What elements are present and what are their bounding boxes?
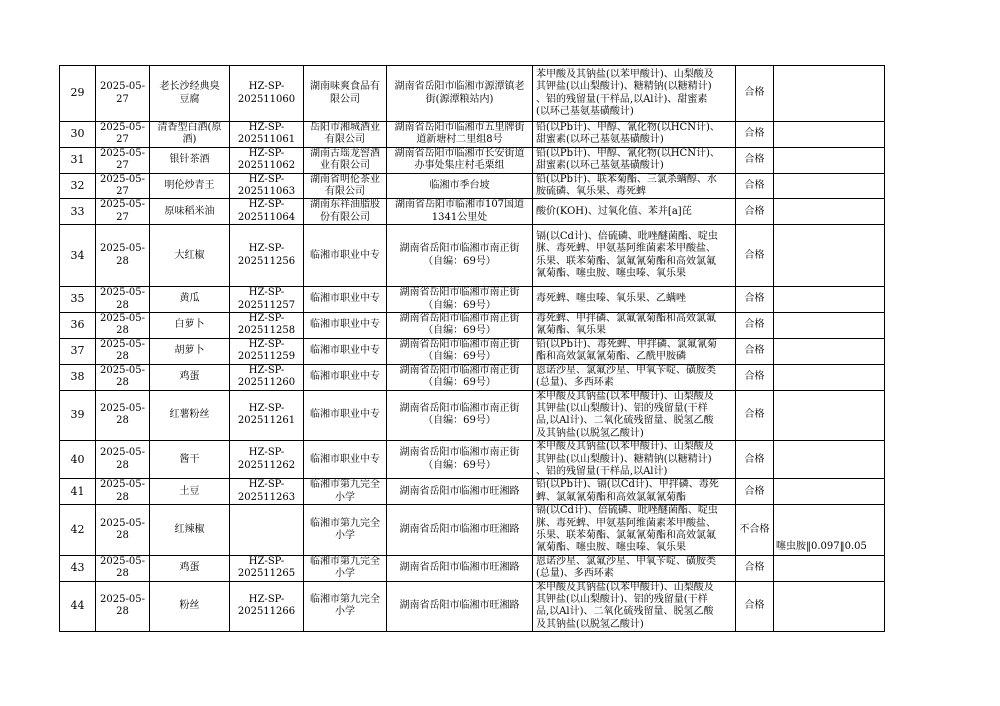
- inspection-result-cell: 合格: [736, 555, 774, 581]
- sampled-unit-cell: 临湘市第九完全 小学: [304, 555, 387, 581]
- remark-cell: [774, 581, 885, 632]
- table-row: [60, 199, 885, 225]
- sample-date-cell: 2025-05- 27: [96, 66, 150, 122]
- row-number-cell: 34: [60, 225, 96, 287]
- inspection-items-cell: 恩诺沙星、氯氟沙星、甲氧苄啶、磺胺类 (总量)、多西环素: [533, 364, 736, 390]
- sample-code-cell: HZ-SP- 202511064: [230, 199, 304, 225]
- sample-date-cell: 2025-05- 27: [96, 122, 150, 148]
- inspection-items-cell: 毒死蜱、甲拌磷、氯氟氰菊酯和高效氯氟 氰菊酯、氧乐果: [533, 313, 736, 339]
- inspection-items-cell: 苯甲酸及其钠盐(以苯甲酸计)、山梨酸及 其钾盐(以山梨酸计)、铝的残留量(干样 品,以Al计)、二氧化硫残留量、脱氢乙酸 及其钠盐(以脱氢乙酸计): [533, 581, 736, 632]
- unit-address-cell: 临湘市季台坡: [387, 173, 533, 199]
- sampled-unit-cell: 临湘市职业中专: [304, 225, 387, 287]
- table-row: [60, 66, 885, 122]
- sampled-unit-cell: 临湘市职业中专: [304, 441, 387, 479]
- sampled-unit-cell: 临湘市第九完全 小学: [304, 505, 387, 556]
- table-row: [60, 147, 885, 173]
- inspection-result-cell: 合格: [736, 66, 774, 122]
- product-name-cell: 银针茶酒: [150, 147, 230, 173]
- remark-cell: 噻虫胺‖0.097‖0.05: [774, 505, 885, 556]
- inspection-items-cell: 镉(以Cd计)、倍硫磷、吡唑醚菌酯、啶虫 脒、毒死蜱、甲氨基阿维菌素苯甲酸盐、 乐果、联苯菊酯、氯氟氰菊酯和高效氯氟 氰菊酯、噻虫胺、噻虫嗪、氧乐果: [533, 505, 736, 556]
- remark-cell: [774, 66, 885, 122]
- unit-address-cell: 湖南省岳阳市临湘市南正街 （自编：69号）: [387, 287, 533, 313]
- product-name-cell: 白萝卜: [150, 313, 230, 339]
- sample-date-cell: 2025-05- 28: [96, 364, 150, 390]
- inspection-items-cell: 苯甲酸及其钠盐(以苯甲酸计)、山梨酸及 其钾盐(以山梨酸计)、糖精钠(以糖精计) 、铝的残留量(干样品,以Al计): [533, 441, 736, 479]
- remark-cell: [774, 147, 885, 173]
- inspection-items-cell: 铅(以Pb计)、联苯菊酯、三氯杀螨醇、水 胺硫磷、氧乐果、毒死蜱: [533, 173, 736, 199]
- row-number-cell: 43: [60, 555, 96, 581]
- table-row: [60, 581, 885, 632]
- unit-address-cell: 湖南省岳阳市临湘市旺湘路: [387, 479, 533, 505]
- inspection-items-cell: 苯甲酸及其钠盐(以苯甲酸计)、山梨酸及 其钾盐(以山梨酸计)、铝的残留量(干样 品,以Al计)、二氧化硫残留量、脱氢乙酸 及其钠盐(以脱氢乙酸计): [533, 390, 736, 441]
- row-number-cell: 31: [60, 147, 96, 173]
- table-row: [60, 173, 885, 199]
- row-number-cell: 35: [60, 287, 96, 313]
- table-row: [60, 441, 885, 479]
- sampled-unit-cell: 湖南古瑶龙窖酒 业有限公司: [304, 147, 387, 173]
- product-name-cell: 鸡蛋: [150, 555, 230, 581]
- inspection-items-cell: 酸价(KOH)、过氧化值、苯并[a]芘: [533, 199, 736, 225]
- unit-address-cell: 湖南省岳阳市临湘市南正街 （自编：69号）: [387, 441, 533, 479]
- sample-date-cell: 2025-05- 28: [96, 225, 150, 287]
- product-name-cell: 红辣椒: [150, 505, 230, 556]
- row-number-cell: 30: [60, 122, 96, 148]
- unit-address-cell: 湖南省岳阳市临湘市107国道 1341公里处: [387, 199, 533, 225]
- unit-address-cell: 湖南省岳阳市临湘市源潭镇老 街(源潭粮站内): [387, 66, 533, 122]
- remark-cell: [774, 441, 885, 479]
- sampled-unit-cell: 临湘市职业中专: [304, 313, 387, 339]
- remark-cell: [774, 287, 885, 313]
- row-number-cell: 42: [60, 505, 96, 556]
- product-name-cell: 鸡蛋: [150, 364, 230, 390]
- table-row: [60, 390, 885, 441]
- sample-code-cell: HZ-SP- 202511260: [230, 364, 304, 390]
- unit-address-cell: 湖南省岳阳市临湘市南正街 （自编：69号）: [387, 338, 533, 364]
- sample-code-cell: HZ-SP- 202511256: [230, 225, 304, 287]
- table-row: [60, 555, 885, 581]
- row-number-cell: 44: [60, 581, 96, 632]
- remark-cell: [774, 390, 885, 441]
- sample-code-cell: HZ-SP- 202511062: [230, 147, 304, 173]
- remark-cell: [774, 225, 885, 287]
- sample-date-cell: 2025-05- 28: [96, 479, 150, 505]
- table-body: [60, 66, 885, 632]
- sample-date-cell: 2025-05- 27: [96, 173, 150, 199]
- product-name-cell: 红薯粉丝: [150, 390, 230, 441]
- inspection-result-cell: 合格: [736, 313, 774, 339]
- row-number-cell: 38: [60, 364, 96, 390]
- product-name-cell: 酱干: [150, 441, 230, 479]
- sample-code-cell: [230, 505, 304, 556]
- inspection-items-cell: 镉(以Cd计)、倍硫磷、吡唑醚菌酯、啶虫 脒、毒死蜱、甲氨基阿维菌素苯甲酸盐、 乐果、联苯菊酯、氯氟氰菊酯和高效氯氟 氰菊酯、噻虫胺、噻虫嗪、氧乐果: [533, 225, 736, 287]
- inspection-items-cell: 铅(以Pb计)、甲醇、氰化物(以HCN计)、 甜蜜素(以环己基氨基磺酸计): [533, 147, 736, 173]
- remark-cell: [774, 122, 885, 148]
- table-row: [60, 225, 885, 287]
- row-number-cell: 36: [60, 313, 96, 339]
- sample-date-cell: 2025-05- 28: [96, 505, 150, 556]
- inspection-result-cell: 不合格: [736, 505, 774, 556]
- unit-address-cell: 湖南省岳阳市临湘市旺湘路: [387, 581, 533, 632]
- sample-code-cell: HZ-SP- 202511265: [230, 555, 304, 581]
- sample-code-cell: HZ-SP- 202511263: [230, 479, 304, 505]
- sampled-unit-cell: 湖南味爽食品有 限公司: [304, 66, 387, 122]
- product-name-cell: 清香型白酒(原 酒): [150, 122, 230, 148]
- row-number-cell: 32: [60, 173, 96, 199]
- unit-address-cell: 湖南省岳阳市临湘市南正街 （自编：69号）: [387, 390, 533, 441]
- inspection-result-cell: 合格: [736, 122, 774, 148]
- sample-code-cell: HZ-SP- 202511061: [230, 122, 304, 148]
- sample-date-cell: 2025-05- 27: [96, 147, 150, 173]
- unit-address-cell: 湖南省岳阳市临湘市南正街 （自编：69号）: [387, 313, 533, 339]
- sample-date-cell: 2025-05- 27: [96, 199, 150, 225]
- remark-cell: [774, 313, 885, 339]
- sample-code-cell: HZ-SP- 202511259: [230, 338, 304, 364]
- row-number-cell: 33: [60, 199, 96, 225]
- inspection-items-cell: 毒死蜱、噻虫嗪、氧乐果、乙螨唑: [533, 287, 736, 313]
- inspection-result-cell: 合格: [736, 364, 774, 390]
- unit-address-cell: 湖南省岳阳市临湘市长安街道 办事处集庄村毛栗组: [387, 147, 533, 173]
- product-name-cell: 原味稻米油: [150, 199, 230, 225]
- inspection-result-cell: 合格: [736, 479, 774, 505]
- unit-address-cell: 湖南省岳阳市临湘市旺湘路: [387, 505, 533, 556]
- table-row: [60, 287, 885, 313]
- row-number-cell: 37: [60, 338, 96, 364]
- table-row: [60, 122, 885, 148]
- sampled-unit-cell: 临湘市职业中专: [304, 390, 387, 441]
- sample-date-cell: 2025-05- 28: [96, 581, 150, 632]
- sample-code-cell: HZ-SP- 202511266: [230, 581, 304, 632]
- product-name-cell: 大红椒: [150, 225, 230, 287]
- product-name-cell: 老长沙经典臭 豆腐: [150, 66, 230, 122]
- inspection-result-cell: 合格: [736, 147, 774, 173]
- table-row: [60, 313, 885, 339]
- row-number-cell: 29: [60, 66, 96, 122]
- sample-code-cell: HZ-SP- 202511063: [230, 173, 304, 199]
- sample-date-cell: 2025-05- 28: [96, 287, 150, 313]
- row-number-cell: 39: [60, 390, 96, 441]
- remark-cell: [774, 364, 885, 390]
- sample-date-cell: 2025-05- 28: [96, 555, 150, 581]
- sample-code-cell: HZ-SP- 202511262: [230, 441, 304, 479]
- remark-cell: [774, 199, 885, 225]
- remark-cell: [774, 338, 885, 364]
- product-name-cell: 粉丝: [150, 581, 230, 632]
- sampled-unit-cell: 湖南东祥油脂股 份有限公司: [304, 199, 387, 225]
- unit-address-cell: 湖南省岳阳市临湘市五里牌街 道新塘村二里组8号: [387, 122, 533, 148]
- product-name-cell: 胡萝卜: [150, 338, 230, 364]
- sampled-unit-cell: 临湘市职业中专: [304, 338, 387, 364]
- remark-cell: [774, 555, 885, 581]
- inspection-items-cell: 铅(以Pb计)、镉(以Cd计)、甲拌磷、毒死 蜱、氯氟氰菊酯和高效氯氟氰菊酯: [533, 479, 736, 505]
- sampled-unit-cell: 临湘市第九完全 小学: [304, 479, 387, 505]
- unit-address-cell: 湖南省岳阳市临湘市旺湘路: [387, 555, 533, 581]
- product-name-cell: 土豆: [150, 479, 230, 505]
- inspection-result-cell: 合格: [736, 287, 774, 313]
- inspection-result-cell: 合格: [736, 581, 774, 632]
- sample-date-cell: 2025-05- 28: [96, 338, 150, 364]
- table-row: [60, 338, 885, 364]
- inspection-items-cell: 铅(以Pb计)、甲醇、氰化物(以HCN计)、 甜蜜素(以环己基氨基磺酸计): [533, 122, 736, 148]
- sample-code-cell: HZ-SP- 202511258: [230, 313, 304, 339]
- sampled-unit-cell: 湖南省明伦茶业 有限公司: [304, 173, 387, 199]
- inspection-result-cell: 合格: [736, 441, 774, 479]
- inspection-items-cell: 铅(以Pb计)、毒死蜱、甲拌磷、氯氟氰菊 酯和高效氯氟氰菊酯、乙酰甲胺磷: [533, 338, 736, 364]
- inspection-items-cell: 苯甲酸及其钠盐(以苯甲酸计)、山梨酸及 其钾盐(以山梨酸计)、糖精钠(以糖精计) 、铝的残留量(干样品,以Al计)、甜蜜素 (以环己基氨基磺酸计): [533, 66, 736, 122]
- sampled-unit-cell: 临湘市职业中专: [304, 364, 387, 390]
- row-number-cell: 41: [60, 479, 96, 505]
- inspection-items-cell: 恩诺沙星、氯氟沙星、甲氧苄啶、磺胺类 (总量)、多西环素: [533, 555, 736, 581]
- row-number-cell: 40: [60, 441, 96, 479]
- sampled-unit-cell: 临湘市第九完全 小学: [304, 581, 387, 632]
- product-name-cell: 明伦炒青王: [150, 173, 230, 199]
- inspection-result-cell: 合格: [736, 390, 774, 441]
- inspection-result-cell: 合格: [736, 338, 774, 364]
- inspection-results-table: [59, 65, 885, 632]
- table-row: [60, 364, 885, 390]
- sample-date-cell: 2025-05- 28: [96, 441, 150, 479]
- sample-code-cell: HZ-SP- 202511261: [230, 390, 304, 441]
- inspection-result-cell: 合格: [736, 199, 774, 225]
- sampled-unit-cell: 岳阳市湘城酒业 有限公司: [304, 122, 387, 148]
- remark-cell: [774, 173, 885, 199]
- table-row: [60, 505, 885, 556]
- unit-address-cell: 湖南省岳阳市临湘市南正街 （自编：69号）: [387, 225, 533, 287]
- sample-date-cell: 2025-05- 28: [96, 390, 150, 441]
- unit-address-cell: 湖南省岳阳市临湘市南正街 （自编：69号）: [387, 364, 533, 390]
- sampled-unit-cell: 临湘市职业中专: [304, 287, 387, 313]
- sample-code-cell: HZ-SP- 202511060: [230, 66, 304, 122]
- table-row: [60, 479, 885, 505]
- product-name-cell: 黄瓜: [150, 287, 230, 313]
- remark-cell: [774, 479, 885, 505]
- inspection-result-cell: 合格: [736, 173, 774, 199]
- inspection-result-cell: 合格: [736, 225, 774, 287]
- sample-code-cell: HZ-SP- 202511257: [230, 287, 304, 313]
- sample-date-cell: 2025-05- 28: [96, 313, 150, 339]
